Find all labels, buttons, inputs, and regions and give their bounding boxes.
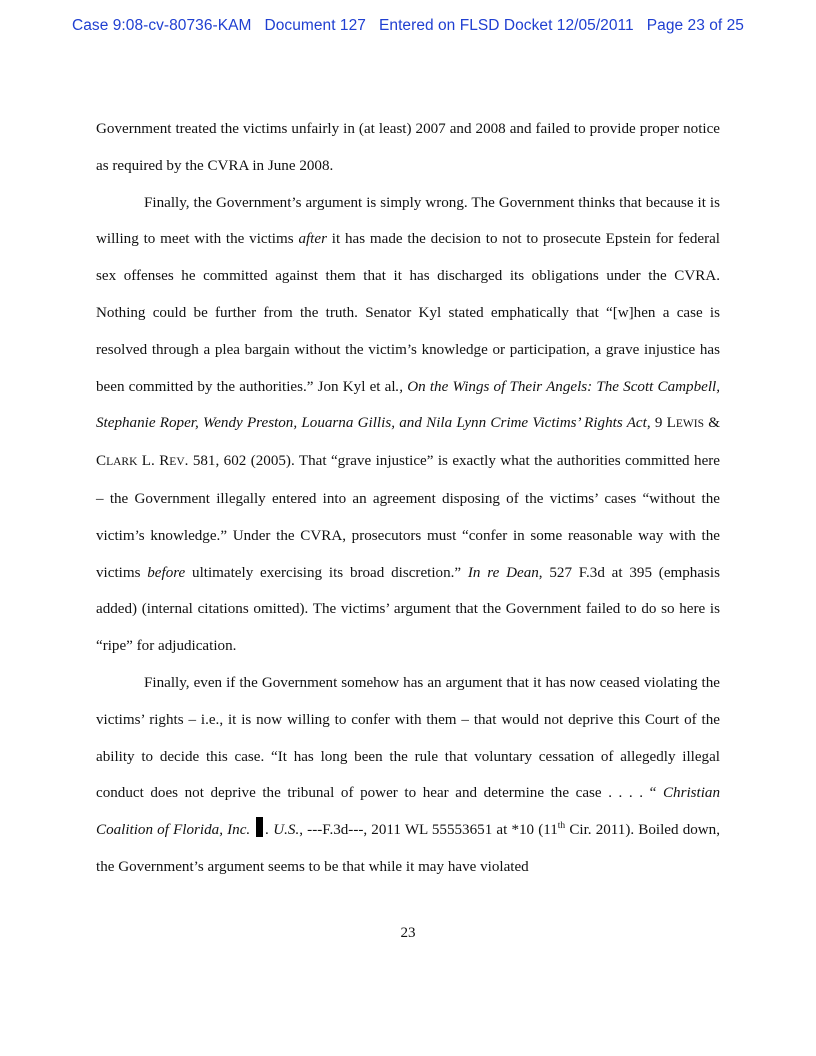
journal-name: L <box>666 415 676 432</box>
case-number: Case 9:08-cv-80736-KAM <box>72 17 252 34</box>
paragraph-text: , ---F.3d---, 2011 WL 55553651 at *10 (11 <box>299 822 558 839</box>
paragraph-text: Cir. 2011). Boiled down, the Government’s argument seems to be that while it may have violated <box>96 822 721 875</box>
case-citation: . U.S. <box>265 822 300 839</box>
journal-name: R <box>159 453 170 470</box>
case-citation: In re Dean <box>467 564 539 581</box>
emphasis-before: before <box>147 564 186 581</box>
paragraph-voluntary-cessation <box>96 665 720 886</box>
paragraph-government-wrong <box>96 185 720 665</box>
paragraph-text: ultimately exercising its broad discretion.” <box>185 564 468 581</box>
paragraph-text: , 527 F.3d at 395 (emphasis added) (internal citations omitted). The victims’ argument that the Government failed to do so here is “ripe” for adjudication. <box>96 564 720 655</box>
docket-entry: Entered on FLSD Docket 12/05/2011 <box>379 17 634 34</box>
document-body <box>96 111 720 886</box>
page-number: 23 <box>400 925 416 941</box>
citation-punctuation: ., <box>395 378 408 395</box>
emphasis-after: after <box>298 231 327 248</box>
page-indicator: Page 23 of 25 <box>646 17 744 34</box>
case-citation: Christian Coalition of Florida, Inc. <box>96 785 720 839</box>
cited-article-title: On the Wings of Their Angels: The Scott Campbell, Stephanie Roper, Wendy Preston, Louarna Gillis, and Nila Lynn Crime Victims’ Rights Act <box>96 378 720 432</box>
redaction-bar <box>256 817 263 837</box>
document-number: Document 127 <box>264 17 366 34</box>
paragraph-text: . 581, 602 (2005). That “grave injustice” is exactly what the authorities committed here – the Government illegally entered into an agreement disposing of the victims’ cases “without the victim’s knowledge.” Under the CVRA, prosecutors must “confer in some reasonable way with the victims <box>96 453 720 581</box>
paragraph-text: Government treated the victims unfairly in (at least) 2007 and 2008 and failed to provide proper notice as required by the CVRA in June 2008. <box>96 121 720 174</box>
journal-name: & <box>704 415 720 432</box>
paragraph-text: , 9 <box>646 415 667 432</box>
paragraph-continuation <box>96 111 720 185</box>
ordinal-suffix: th <box>557 821 566 832</box>
docket-header <box>0 17 816 35</box>
journal-name: EV <box>169 456 185 469</box>
journal-name: EWIS <box>675 418 704 431</box>
journal-name: LARK <box>106 456 138 469</box>
paragraph-text: Finally, even if the Government somehow has an argument that it has now ceased violating the victims’ rights – i.e., it is now willing to confer with them – that would not deprive this Court of the ability to decide this case. “It has long been the rule that voluntary cessation of allegedly illegal conduct does not deprive the tribunal of power to hear and determine the case . . . . “ <box>96 674 720 802</box>
paragraph-text: Finally, the Government’s argument is simply wrong. The Government thinks that because it is willing to meet with the victims <box>96 194 720 248</box>
journal-name: C <box>96 453 107 470</box>
journal-name: L. <box>137 453 160 470</box>
paragraph-text: it has made the decision to not to prosecute Epstein for federal sex offenses he committed against them that it has discharged its obligations under the CVRA. Nothing could be further from the truth. Senator Kyl stated emphatically that “[w]hen a case is resolved through a plea bargain without the victim’s knowledge or participation, a grave injustice has been committed by the authorities.” Jon Kyl et al <box>96 231 720 395</box>
